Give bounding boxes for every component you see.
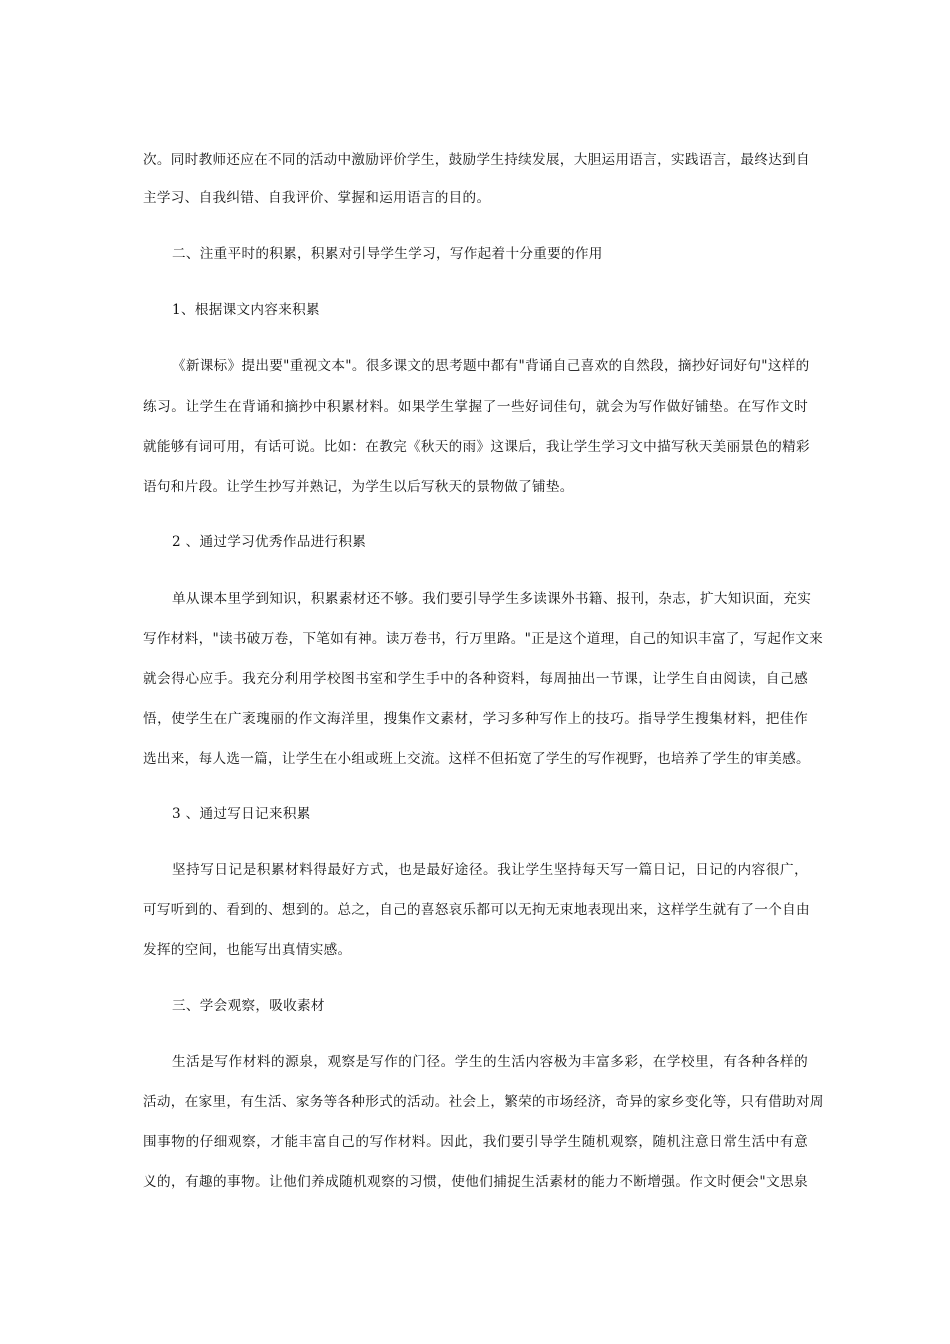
paragraph-line: 《新课标》提出要"重视文本"。很多课文的思考题中都有"背诵自己喜欢的自然段，摘抄好词好句"这样的 [172,358,810,374]
paragraph-line: 生活是写作材料的源泉，观察是写作的门径。学生的生活内容极为丰富多彩，在学校里，有各种各样的 [172,1054,808,1070]
section-heading: 三、学会观察，吸收素材 [172,998,325,1014]
paragraph-line: 练习。让学生在背诵和摘抄中积累材料。如果学生掌握了一些好词佳句，就会为写作做好铺垫。在写作文时 [143,399,808,415]
paragraph-line: 语句和片段。让学生抄写并熟记，为学生以后写秋天的景物做了铺垫。 [143,479,574,495]
subsection-heading: 2 、通过学习优秀作品进行积累 [172,534,367,550]
section-heading: 二、注重平时的积累，积累对引导学生学习，写作起着十分重要的作用 [172,246,603,262]
paragraph-line: 围事物的仔细观察，才能丰富自己的写作材料。因此，我们要引导学生随机观察，随机注意日常生活中有意 [143,1134,808,1150]
paragraph-line: 活动，在家里，有生活、家务等各种形式的活动。社会上，繁荣的市场经济，奇异的家乡变化等，只有借助对周 [143,1094,824,1110]
paragraph-line: 坚持写日记是积累材料得最好方式，也是最好途径。我让学生坚持每天写一篇日记，日记的内容很广， [172,862,808,878]
paragraph-line: 选出来，每人选一篇，让学生在小组或班上交流。这样不但拓宽了学生的写作视野，也培养了学生的审美感。 [143,751,810,767]
paragraph-line: 就会得心应手。我充分利用学校图书室和学生手中的各种资料，每周抽出一节课，让学生自由阅读，自己感 [143,671,808,687]
paragraph-line: 义的，有趣的事物。让他们养成随机观察的习惯，使他们捕捉生活素材的能力不断增强。作文时便会"文思泉 [143,1174,808,1190]
paragraph-line: 单从课本里学到知识，积累素材还不够。我们要引导学生多读课外书籍、报刊，杂志，扩大知识面，充实 [172,591,812,607]
subsection-heading: 3 、通过写日记来积累 [172,806,311,822]
paragraph-line: 就能够有词可用，有话可说。比如：在教完《秋天的雨》这课后，我让学生学习文中描写秋天美丽景色的精彩 [143,439,810,455]
subsection-heading: 1、根据课文内容来积累 [172,302,320,318]
paragraph-line: 写作材料，"读书破万卷，下笔如有神。读万卷书，行万里路。"正是这个道理，自己的知识丰富了，写起作文来 [143,631,824,647]
paragraph-line: 悟，使学生在广袤瑰丽的作文海洋里，搜集作文素材，学习多种写作上的技巧。指导学生搜集材料，把佳作 [143,711,808,727]
paragraph-line: 主学习、自我纠错、自我评价、掌握和运用语言的目的。 [143,190,491,206]
paragraph-line: 次。同时教师还应在不同的活动中激励评价学生，鼓励学生持续发展，大胆运用语言，实践语言，最终达到自 [143,152,810,168]
paragraph-line: 发挥的空间，也能写出真情实感。 [143,942,352,958]
paragraph-line: 可写听到的、看到的、想到的。总之，自己的喜怒哀乐都可以无拘无束地表现出来，这样学生就有了一个自由 [143,902,810,918]
